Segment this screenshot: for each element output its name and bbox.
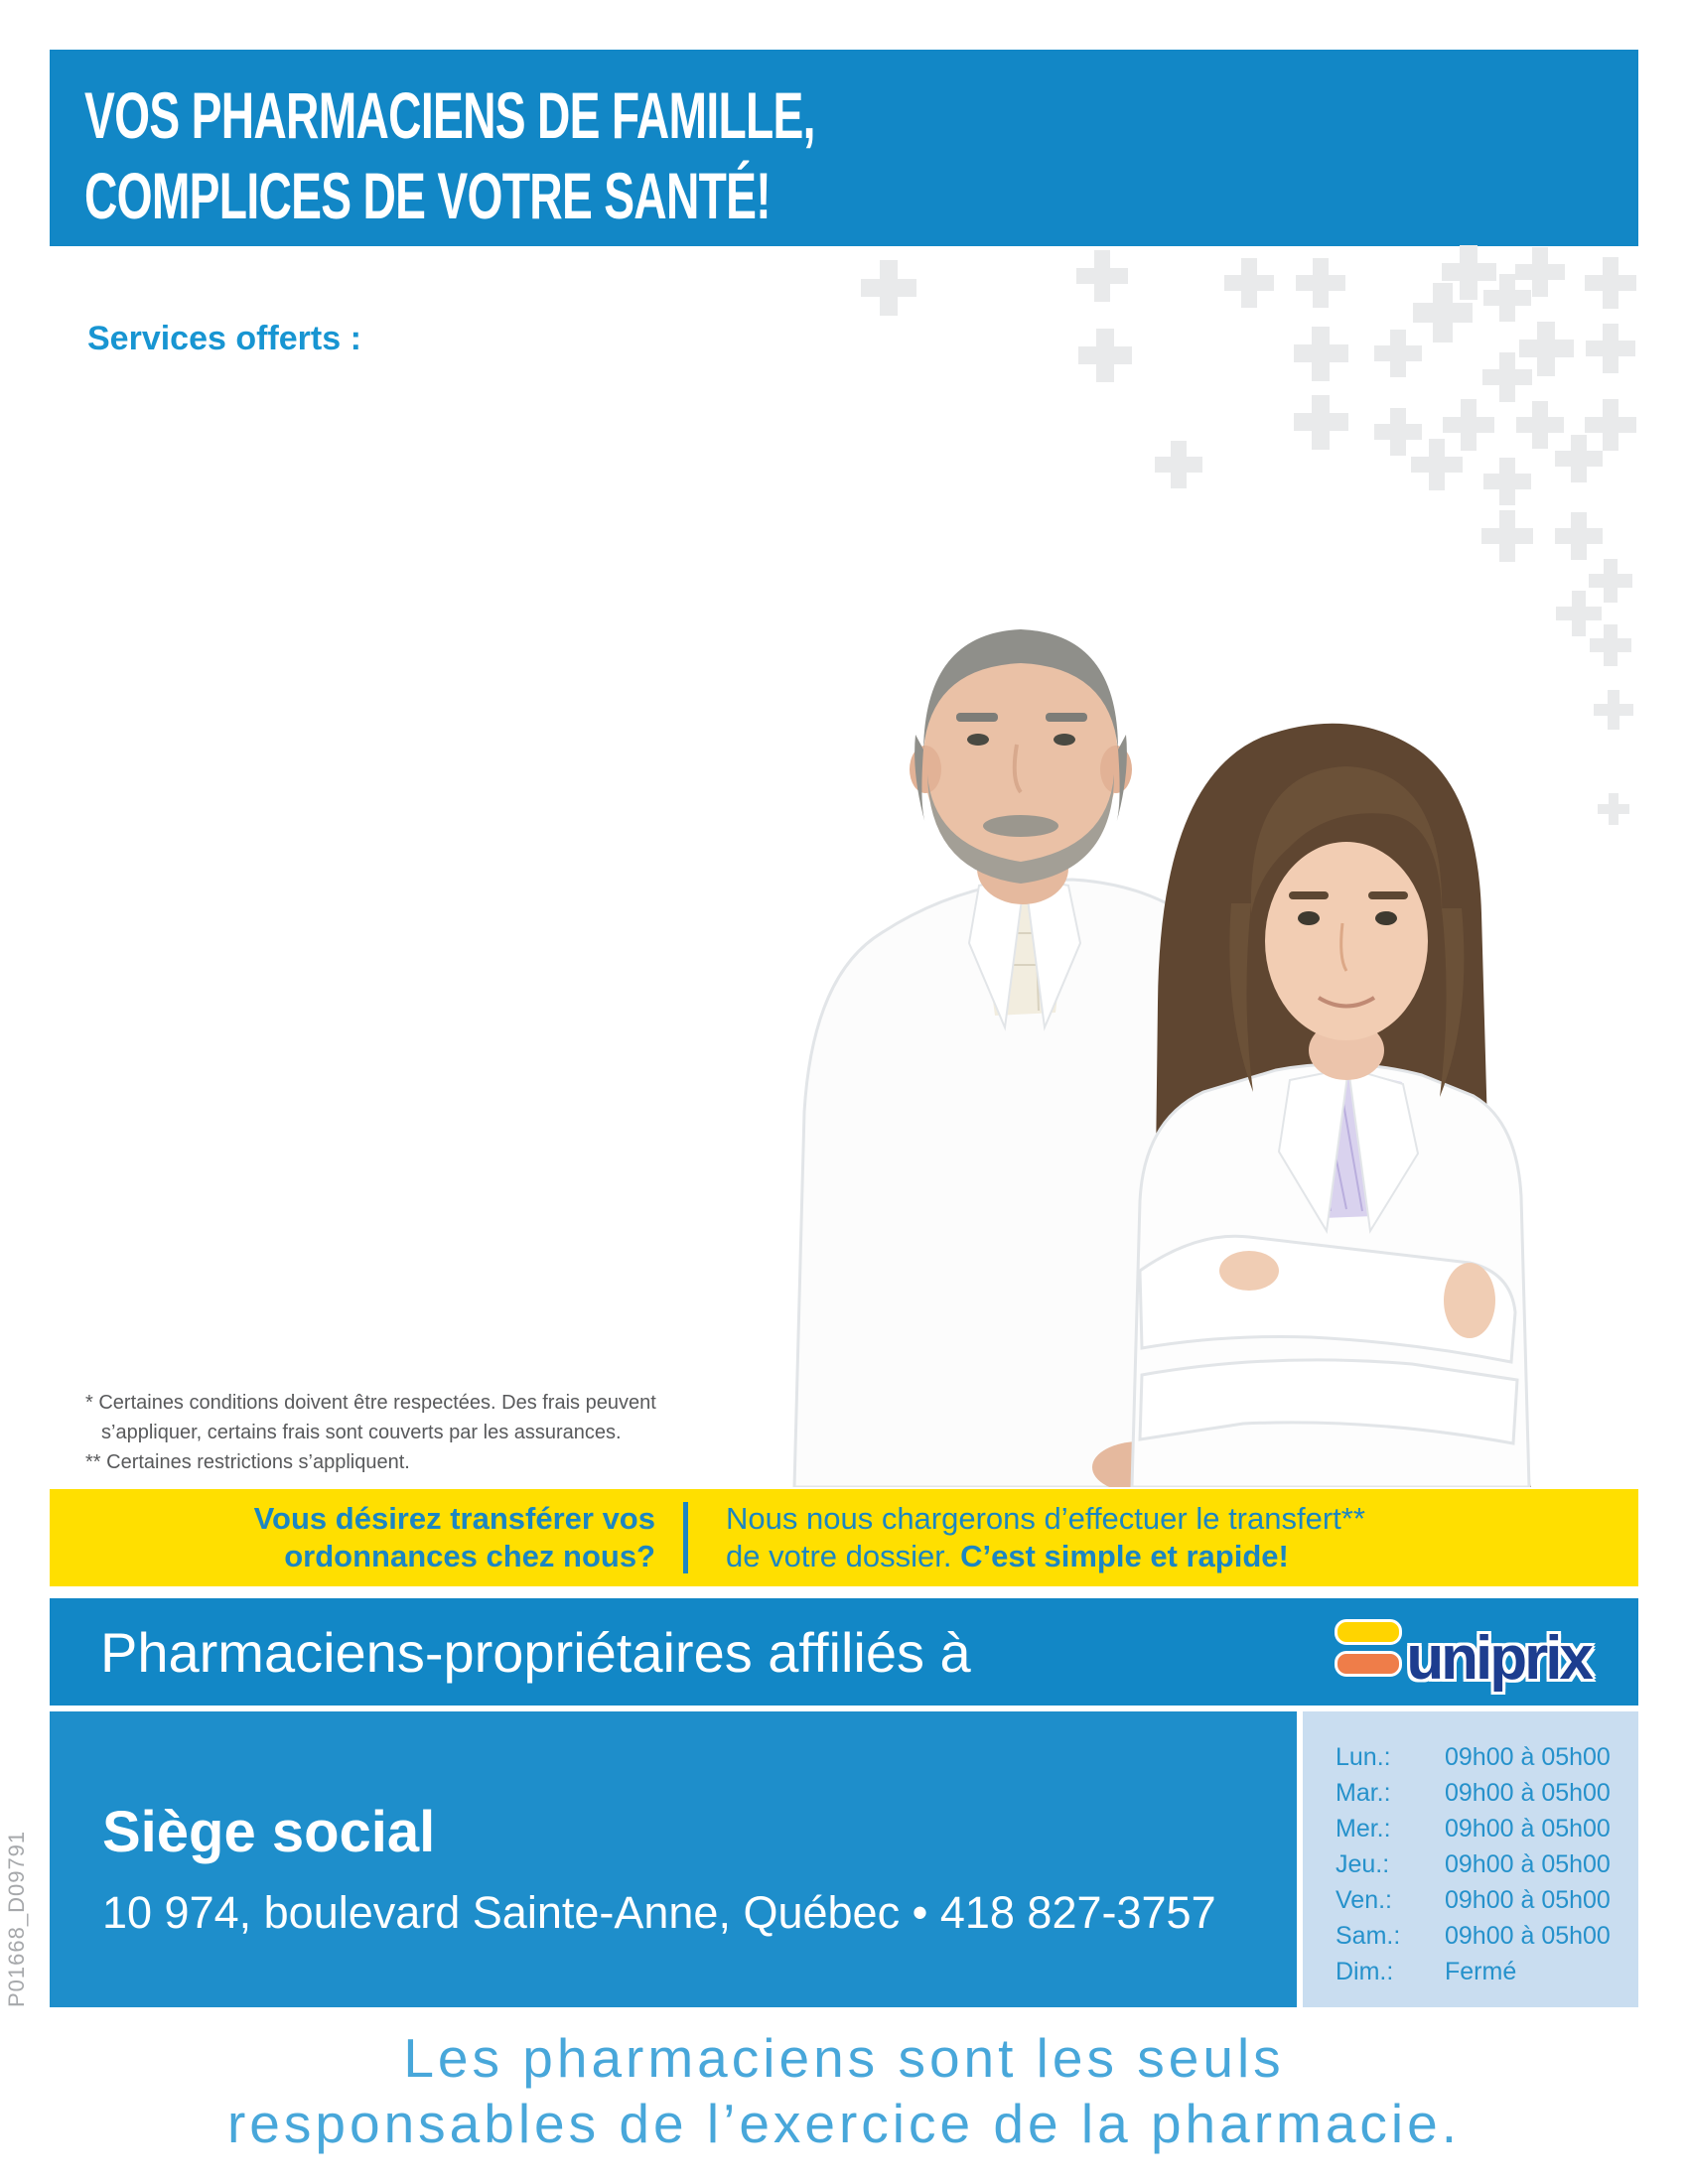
hours-row: Jeu.: 09h00 à 05h00 bbox=[1336, 1850, 1611, 1878]
plus-decoration-icon bbox=[1555, 435, 1603, 482]
plus-decoration-icon bbox=[1586, 324, 1635, 373]
header-band bbox=[50, 50, 1638, 246]
hours-row: Sam.: 09h00 à 05h00 bbox=[1336, 1922, 1611, 1950]
location-block bbox=[50, 1711, 1297, 2007]
hours-row: Mer.: 09h00 à 05h00 bbox=[1336, 1815, 1611, 1843]
location-name: Siège social bbox=[102, 1800, 436, 1864]
print-code: P01668_D09791 bbox=[4, 1830, 29, 2007]
plus-decoration-icon bbox=[1482, 352, 1532, 402]
plus-decoration-icon bbox=[1374, 330, 1422, 377]
hours-row: Lun.: 09h00 à 05h00 bbox=[1336, 1743, 1611, 1771]
plus-decoration-icon bbox=[1481, 510, 1533, 562]
plus-decoration-icon bbox=[1585, 257, 1636, 309]
fine-print-line2: s’appliquer, certains frais sont couverts par les assurances. bbox=[101, 1422, 622, 1443]
fine-print-line3: ** Certaines restrictions s’appliquent. bbox=[85, 1451, 410, 1473]
hours-row: Ven.: 09h00 à 05h00 bbox=[1336, 1886, 1611, 1914]
plus-decoration-icon bbox=[1224, 258, 1274, 308]
plus-decoration-icon bbox=[1294, 395, 1348, 450]
uniprix-logo-bars-icon bbox=[1335, 1619, 1402, 1677]
plus-decoration-icon bbox=[1483, 458, 1531, 505]
services-offered-heading: Services offerts : bbox=[87, 320, 361, 357]
plus-decoration-icon bbox=[1590, 624, 1631, 666]
plus-decoration-icon bbox=[861, 260, 916, 316]
affiliation-band bbox=[50, 1598, 1638, 1706]
affiliation-label: Pharmaciens-propriétaires affiliés à bbox=[100, 1620, 971, 1684]
page-title bbox=[50, 50, 1162, 236]
plus-decoration-icon bbox=[1076, 250, 1128, 302]
plus-decoration-icon bbox=[1411, 439, 1463, 490]
fine-print-line1: * Certaines conditions doivent être respectées. Des frais peuvent bbox=[85, 1392, 656, 1414]
plus-decoration-icon bbox=[1598, 793, 1629, 825]
banner-divider bbox=[683, 1502, 688, 1573]
plus-decoration-icon bbox=[1594, 690, 1633, 730]
uniprix-logo bbox=[1335, 1617, 1591, 1693]
hours-row: Dim.: Fermé bbox=[1336, 1958, 1517, 1985]
female-pharmacist-figure bbox=[1132, 724, 1531, 1487]
plus-decoration-icon bbox=[1555, 512, 1603, 560]
page-title-line1: VOS PHARMACIENS DE FAMILLE, bbox=[84, 78, 815, 152]
page-title-line2: COMPLICES DE VOTRE SANTÉ! bbox=[84, 159, 771, 232]
plus-decoration-icon bbox=[1296, 258, 1345, 308]
location-address: 10 974, boulevard Sainte-Anne, Québec • 418 827-3757 bbox=[102, 1887, 1216, 1938]
fine-print bbox=[85, 1388, 656, 1477]
transfer-banner bbox=[50, 1489, 1638, 1586]
transfer-question: Vous désirez transférer vos ordonnances chez nous? bbox=[253, 1501, 655, 1573]
pharmacists-photo bbox=[774, 576, 1549, 1487]
plus-decoration-icon bbox=[1155, 441, 1202, 488]
opening-hours-panel bbox=[1303, 1711, 1638, 2007]
plus-decoration-icon bbox=[1078, 329, 1132, 382]
hours-row: Mar.: 09h00 à 05h00 bbox=[1336, 1779, 1611, 1807]
plus-decoration-icon bbox=[1413, 283, 1473, 342]
uniprix-wordmark: uniprix bbox=[1406, 1623, 1591, 1693]
transfer-answer: Nous nous chargerons d’effectuer le transfert** de votre dossier. C’est simple et rapide! bbox=[726, 1501, 1365, 1573]
plus-decoration-icon bbox=[1483, 274, 1531, 322]
plus-decoration-icon bbox=[1294, 327, 1348, 381]
footer-disclaimer: Les pharmaciens sont les seuls responsables de l’exercice de la pharmacie. bbox=[226, 2027, 1462, 2154]
